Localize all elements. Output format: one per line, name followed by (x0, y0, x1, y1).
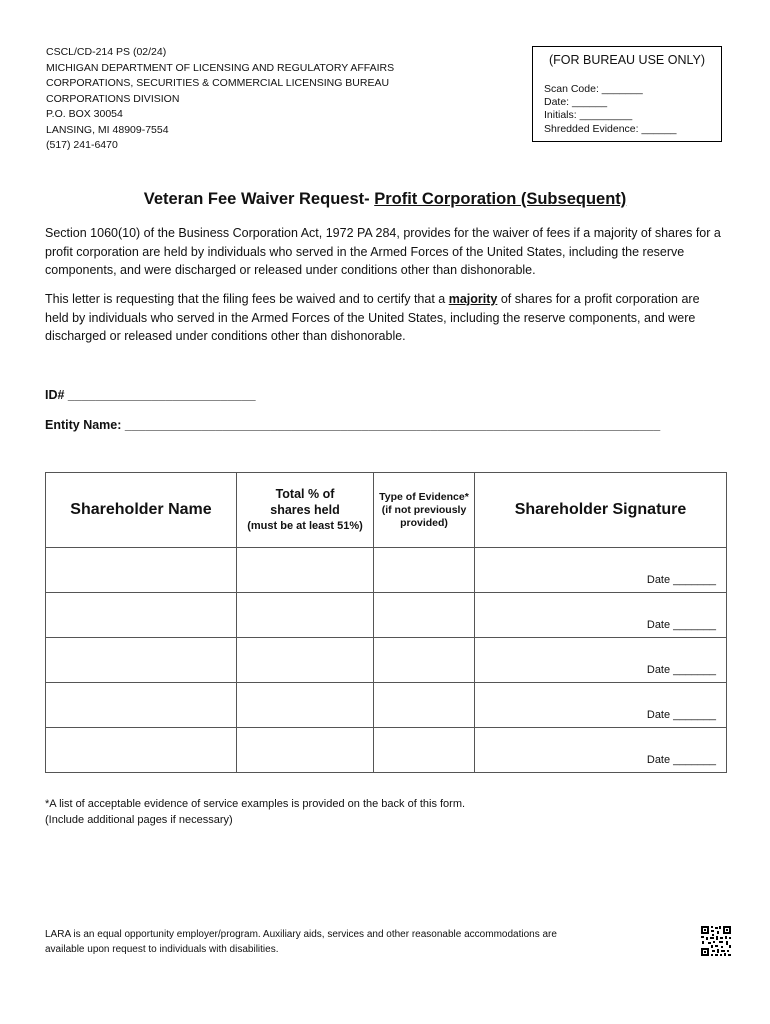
table-row (46, 638, 727, 683)
request-paragraph (45, 290, 725, 346)
evidence-type-cell[interactable] (374, 593, 475, 638)
table-row (46, 728, 727, 773)
evidence-note: *A list of acceptable evidence of service examples is provided on the back of this form. (45, 798, 466, 810)
form-title (0, 190, 770, 209)
scan-code-field: Scan Code: _______ (544, 83, 643, 95)
signature-cell[interactable] (475, 728, 727, 773)
header-shareholder-signature: Shareholder Signature (475, 473, 727, 548)
title-underlined: Profit Corporation (Subsequent) (374, 190, 627, 208)
total-shares-cell[interactable] (237, 548, 374, 593)
form-notes (45, 797, 465, 828)
division-name: CORPORATIONS DIVISION (46, 92, 180, 105)
signature-cell[interactable] (475, 548, 727, 593)
request-text-after: of shares for a profit corporation are held by individuals who served in the Armed Forces of the United States, including the reserve components, and were discharged or released under conditions other than dishonorable. (45, 292, 700, 343)
form-number: CSCL/CD-214 PS (02/24) (46, 46, 167, 58)
header-evidence-line2: (if not previously (381, 503, 467, 516)
header-evidence-line3: provided) (400, 516, 448, 529)
bureau-name: CORPORATIONS, SECURITIES & COMMERCIAL LICENSING BUREAU (46, 77, 390, 89)
shareholder-table (45, 472, 727, 773)
header-shareholder-name: Shareholder Name (46, 473, 237, 548)
statute-paragraph: Section 1060(10) of the Business Corporation Act, 1972 PA 284, provides for the waiver of fees if a majority of shares for a profit corporation are held by individuals who served in the Armed Forces of the United States, including the reserve components, and were discharged or released under conditions other than dishonorable. (45, 226, 721, 277)
shareholder-name-cell[interactable] (46, 683, 237, 728)
phone-number: (517) 241-6470 (46, 139, 118, 151)
total-shares-cell[interactable] (237, 683, 374, 728)
shredded-evidence-field: Shredded Evidence: ______ (544, 122, 677, 135)
header-evidence-line1: Type of Evidence* (379, 490, 469, 503)
footer-line1: LARA is an equal opportunity employer/program. Auxiliary aids, services and other reasonable accommodations are (45, 929, 557, 940)
evidence-type-cell[interactable] (374, 683, 475, 728)
shareholder-name-cell[interactable] (46, 728, 237, 773)
date-label: Date _______ (646, 574, 716, 586)
date-label: Date _______ (646, 619, 716, 631)
signature-cell[interactable] (475, 593, 727, 638)
evidence-type-cell[interactable] (374, 638, 475, 683)
bureau-use-title: (FOR BUREAU USE ONLY) (548, 53, 706, 67)
bureau-date-field: Date: ______ (544, 96, 608, 109)
qr-code-icon (700, 925, 732, 957)
footer-statement (45, 927, 557, 957)
bureau-use-box (532, 46, 722, 142)
header-total-line2: shares held (270, 503, 340, 517)
city-state-zip: LANSING, MI 48909-7554 (46, 123, 169, 136)
total-shares-cell[interactable] (237, 728, 374, 773)
signature-cell[interactable] (475, 638, 727, 683)
shareholder-name-cell[interactable] (46, 593, 237, 638)
total-shares-cell[interactable] (237, 638, 374, 683)
table-header-row (46, 473, 727, 548)
header-total-line1: Total % of (275, 487, 335, 501)
footer-line2: available upon request to individuals with disabilities. (45, 944, 279, 955)
title-prefix: Veteran Fee Waiver Request- (143, 190, 375, 208)
header-type-of-evidence (374, 473, 475, 548)
date-label: Date _______ (646, 754, 716, 766)
po-box: P.O. BOX 30054 (46, 108, 123, 120)
total-shares-cell[interactable] (237, 593, 374, 638)
header-total-line3: (must be at least 51%) (247, 520, 363, 532)
id-field[interactable]: ID# ___________________________ (45, 388, 256, 402)
agency-header (46, 45, 394, 154)
shareholder-name-cell[interactable] (46, 638, 237, 683)
evidence-type-cell[interactable] (374, 548, 475, 593)
shareholder-name-cell[interactable] (46, 548, 237, 593)
table-row (46, 593, 727, 638)
table-row (46, 683, 727, 728)
department-name: MICHIGAN DEPARTMENT OF LICENSING AND REGULATORY AFFAIRS (46, 61, 395, 74)
date-label: Date _______ (646, 664, 716, 676)
date-label: Date _______ (646, 709, 716, 721)
evidence-type-cell[interactable] (374, 728, 475, 773)
header-total-shares (237, 473, 374, 548)
initials-field: Initials: _________ (544, 109, 633, 122)
additional-pages-note: (Include additional pages if necessary) (45, 813, 233, 826)
majority-emphasis: majority (448, 292, 498, 306)
table-row (46, 548, 727, 593)
signature-cell[interactable] (475, 683, 727, 728)
request-text-before: This letter is requesting that the filing fees be waived and to certify that a (45, 292, 449, 306)
entity-name-field[interactable]: Entity Name: _____________________________________________________________________________ (45, 418, 661, 432)
